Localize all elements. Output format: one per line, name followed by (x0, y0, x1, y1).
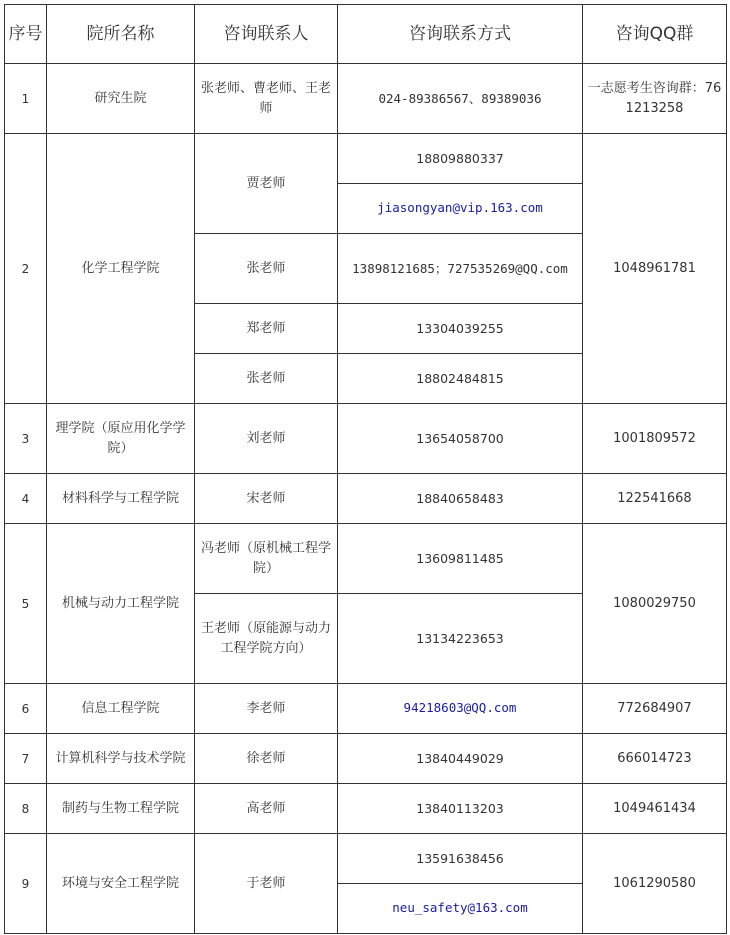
person-cell: 刘老师 (195, 404, 338, 474)
person-cell: 郑老师 (195, 304, 338, 354)
institute-cell: 研究生院 (47, 64, 195, 134)
table-row (5, 64, 727, 134)
person-cell: 于老师 (195, 834, 338, 934)
header-seq: 序号 (5, 5, 47, 64)
qq-cell: 666014723 (583, 734, 727, 784)
table-row (5, 404, 727, 474)
person-cell: 张老师 (195, 234, 338, 304)
seq-cell: 3 (5, 404, 47, 474)
qq-cell: 1048961781 (583, 134, 727, 404)
header-row (5, 5, 727, 64)
person-cell: 宋老师 (195, 474, 338, 524)
qq-cell: 122541668 (583, 474, 727, 524)
table-row (5, 834, 727, 884)
person-cell: 高老师 (195, 784, 338, 834)
method-cell: 13304039255 (338, 304, 583, 354)
table-row (5, 784, 727, 834)
table-row (5, 684, 727, 734)
qq-cell: 1080029750 (583, 524, 727, 684)
person-cell: 张老师、曹老师、王老师 (195, 64, 338, 134)
seq-cell: 6 (5, 684, 47, 734)
seq-cell: 8 (5, 784, 47, 834)
person-cell: 贾老师 (195, 134, 338, 234)
institute-cell: 环境与安全工程学院 (47, 834, 195, 934)
institute-cell: 计算机科学与技术学院 (47, 734, 195, 784)
person-cell: 张老师 (195, 354, 338, 404)
qq-cell: 一志愿考生咨询群：761213258 (583, 64, 727, 134)
person-cell: 王老师（原能源与动力工程学院方向） (195, 594, 338, 684)
qq-cell: 772684907 (583, 684, 727, 734)
contact-table (4, 4, 727, 934)
qq-cell: 1061290580 (583, 834, 727, 934)
method-cell: 024-89386567、89389036 (338, 64, 583, 134)
method-cell: 13609811485 (338, 524, 583, 594)
method-cell: 13134223653 (338, 594, 583, 684)
person-cell: 冯老师（原机械工程学院） (195, 524, 338, 594)
method-cell (338, 884, 583, 934)
institute-cell: 化学工程学院 (47, 134, 195, 404)
institute-cell: 制药与生物工程学院 (47, 784, 195, 834)
person-cell: 李老师 (195, 684, 338, 734)
seq-cell: 4 (5, 474, 47, 524)
email-link[interactable]: jiasongyan@vip.163.com (377, 200, 543, 215)
method-cell: 13840449029 (338, 734, 583, 784)
method-cell: 13898121685；727535269@QQ.com (338, 234, 583, 304)
header-qq-group: 咨询QQ群 (583, 5, 727, 64)
seq-cell: 9 (5, 834, 47, 934)
person-cell: 徐老师 (195, 734, 338, 784)
method-cell: 13654058700 (338, 404, 583, 474)
method-cell: 18809880337 (338, 134, 583, 184)
seq-cell: 5 (5, 524, 47, 684)
header-contact-person: 咨询联系人 (195, 5, 338, 64)
institute-cell: 理学院（原应用化学学院） (47, 404, 195, 474)
qq-cell: 1001809572 (583, 404, 727, 474)
header-contact-method: 咨询联系方式 (338, 5, 583, 64)
table-row (5, 134, 727, 184)
institute-cell: 材料科学与工程学院 (47, 474, 195, 524)
method-cell: 13591638456 (338, 834, 583, 884)
method-cell: 18840658483 (338, 474, 583, 524)
institute-cell: 信息工程学院 (47, 684, 195, 734)
seq-cell: 7 (5, 734, 47, 784)
method-cell (338, 684, 583, 734)
email-link[interactable]: neu_safety@163.com (392, 900, 528, 915)
table-row (5, 524, 727, 594)
table-row (5, 734, 727, 784)
header-institute: 院所名称 (47, 5, 195, 64)
table-row (5, 474, 727, 524)
email-link[interactable]: 94218603@QQ.com (403, 700, 517, 715)
qq-cell: 1049461434 (583, 784, 727, 834)
method-cell: 18802484815 (338, 354, 583, 404)
seq-cell: 2 (5, 134, 47, 404)
method-cell: 13840113203 (338, 784, 583, 834)
seq-cell: 1 (5, 64, 47, 134)
institute-cell: 机械与动力工程学院 (47, 524, 195, 684)
method-cell (338, 184, 583, 234)
